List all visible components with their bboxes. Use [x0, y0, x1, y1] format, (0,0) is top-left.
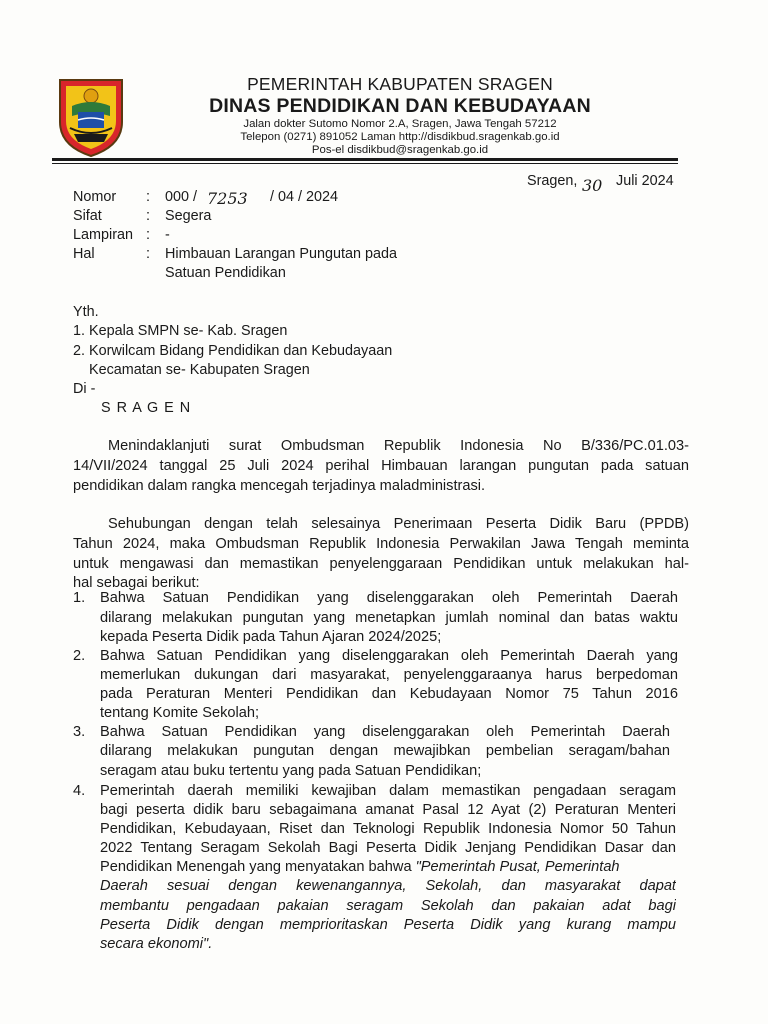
item-4-line4: 2022 Tentang Seragam Sekolah Bagi Peserta Didik Jenjang Pendidikan Dasar dan — [100, 840, 676, 856]
agency-name: DINAS PENDIDIKAN DAN KEBUDAYAAN — [209, 95, 591, 117]
p2-line1: Sehubungan dengan telah selesainya Penerimaan Peserta Didik Baru (PPDB) — [108, 516, 689, 532]
item-1-line3: kepada Peserta Didik pada Tahun Ajaran 2024/2025; — [100, 629, 442, 645]
p1-line1: Menindaklanjuti surat Ombudsman Republik Indonesia No B/336/PC.01.03- — [108, 438, 689, 454]
destination-city: S R A G E N — [101, 400, 192, 416]
item-4-quote-line2: membantu pengadaan pakaian seragam Sekolah dan pakaian adat bagi — [100, 898, 676, 914]
nomor-prefix: 000 / — [165, 189, 198, 205]
item-2-line4: tentang Komite Sekolah; — [100, 705, 260, 721]
lampiran-colon: : — [146, 227, 150, 243]
hal-colon: : — [146, 246, 150, 262]
item-2-line1: Bahwa Satuan Pendidikan yang diselenggarakan oleh Pemerintah Daerah yang — [100, 648, 678, 664]
item-2-number: 2. — [73, 648, 86, 664]
letterhead-divider-thin — [52, 163, 678, 164]
nomor-suffix: / 04 / 2024 — [270, 189, 339, 205]
p1-line3: pendidikan dalam rangka mencegah terjadinya maladministrasi. — [73, 478, 486, 494]
sifat-colon: : — [146, 208, 150, 224]
recipient-2-continued: Kecamatan se- Kabupaten Sragen — [89, 362, 310, 378]
letterhead-divider-thick — [52, 158, 678, 161]
item-4-line5-plain: Pendidikan Menengah yang menyatakan bahwa — [100, 859, 412, 875]
hal-value-line2: Satuan Pendidikan — [165, 265, 286, 281]
government-name: PEMERINTAH KABUPATEN SRAGEN — [247, 74, 553, 94]
nomor-label: Nomor — [73, 189, 117, 205]
item-4-quote-line3: Peserta Didik dengan memprioritaskan Peserta Didik yang kurang mampu — [100, 917, 676, 933]
agency-phone-website: Telepon (0271) 891052 Laman http://disdikbud.sragenkab.go.id — [240, 131, 560, 143]
item-1-line2: dilarang melakukan pungutan yang menetapkan jumlah nominal dan batas waktu — [100, 610, 678, 626]
item-1-number: 1. — [73, 590, 86, 606]
lampiran-label: Lampiran — [73, 227, 133, 243]
item-4-quote-line1: Daerah sesuai dengan kewenangannya, Sekolah, dan masyarakat dapat — [100, 878, 676, 894]
item-4-line1: Pemerintah daerah memiliki kewajiban dalam memastikan pengadaan seragam — [100, 783, 676, 799]
item-3-line3: seragam atau buku tertentu yang pada Satuan Pendidikan; — [100, 763, 482, 779]
item-2-line3: pada Peraturan Menteri Pendidikan dan Kebudayaan Nomor 75 Tahun 2016 — [100, 686, 678, 702]
lampiran-value: - — [165, 227, 170, 243]
item-4-quote-line4: secara ekonomi". — [100, 936, 213, 952]
nomor-handwritten: 7253 — [207, 189, 248, 208]
p2-line2: Tahun 2024, maka Ombudsman Republik Indonesia Perwakilan Jawa Tengah meminta — [73, 536, 689, 552]
item-4-line5 — [100, 859, 620, 875]
recipient-2: 2. Korwilcam Bidang Pendidikan dan Kebudayaan — [73, 343, 393, 359]
item-4-number: 4. — [73, 783, 86, 799]
agency-email: Pos-el disdikbud@sragenkab.go.id — [311, 144, 489, 156]
sifat-value: Segera — [165, 208, 212, 224]
hal-label: Hal — [73, 246, 95, 262]
nomor-colon: : — [146, 189, 150, 205]
item-2-line2: memerlukan dukungan dari masyarakat, penyelenggaraanya harus berpedoman — [100, 667, 678, 683]
di-label: Di - — [73, 381, 96, 397]
p1-line2: 14/VII/2024 tanggal 25 Juli 2024 perihal Himbauan larangan pungutan pada satuan — [73, 458, 689, 474]
p2-line4: hal sebagai berikut: — [73, 575, 200, 591]
date-day-handwritten: 30 — [582, 176, 603, 195]
sifat-label: Sifat — [73, 208, 102, 224]
date-city: Sragen, — [527, 173, 578, 189]
item-3-number: 3. — [73, 724, 86, 740]
item-1-line1: Bahwa Satuan Pendidikan yang diselenggarakan oleh Pemerintah Daerah — [100, 590, 678, 606]
hal-value-line1: Himbauan Larangan Pungutan pada — [165, 246, 398, 262]
regency-coat-of-arms-icon — [56, 76, 126, 158]
item-4-quote-start: "Pemerintah Pusat, Pemerintah — [415, 859, 620, 875]
item-3-line1: Bahwa Satuan Pendidikan yang diselenggarakan oleh Pemerintah Daerah — [100, 724, 670, 740]
date-month-year: Juli 2024 — [616, 173, 674, 189]
salutation: Yth. — [73, 304, 99, 320]
item-4-line3: Pendidikan, Kebudayaan, Riset dan Teknologi Republik Indonesia Nomor 50 Tahun — [100, 821, 676, 837]
item-4-line2: bagi peserta didik baru sebagaimana amanat Pasal 12 Ayat (2) Peraturan Menteri — [100, 802, 676, 818]
item-3-line2: dilarang melakukan pungutan dengan mewajibkan pembelian seragam/bahan — [100, 743, 670, 759]
p2-line3: untuk mengawasi dan memastikan penyelenggaraan Pendidikan untuk melakukan hal- — [73, 556, 689, 572]
recipient-1: 1. Kepala SMPN se- Kab. Sragen — [73, 323, 288, 339]
agency-address: Jalan dokter Sutomo Nomor 2.A, Sragen, Jawa Tengah 57212 — [243, 118, 557, 130]
